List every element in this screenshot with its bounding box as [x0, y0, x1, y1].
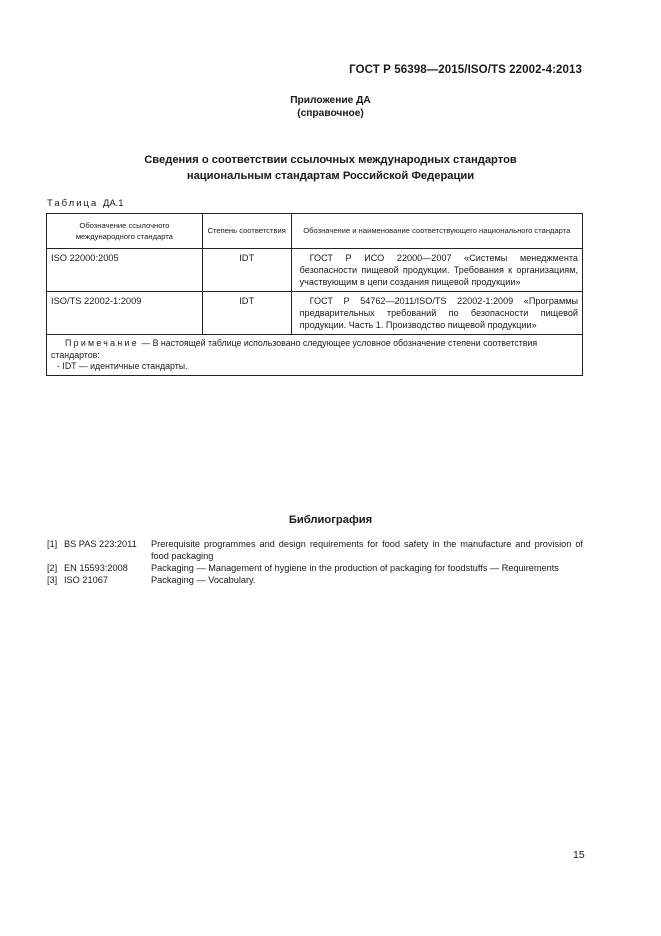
- section-title-line1: Сведения о соответствии ссылочных международных стандартов: [144, 154, 517, 166]
- bibliography-code: BS PAS 223:2011: [64, 539, 137, 549]
- annex-title: Приложение ДА: [290, 95, 371, 106]
- section-title: [0, 153, 661, 184]
- bibliography-entry: [47, 539, 583, 562]
- note-item: - IDT — идентичные стандарты.: [57, 361, 188, 371]
- table-note: [47, 335, 583, 376]
- table-header-row: [47, 214, 583, 249]
- bibliography-list: [47, 539, 583, 587]
- table-row: [47, 292, 583, 335]
- table-note-row: [47, 335, 583, 376]
- table-caption-number: ДА.1: [102, 198, 124, 209]
- bibliography-number: [3]: [47, 574, 58, 585]
- table-header-degree: Степень соответствия: [202, 214, 291, 249]
- bibliography-title: Библиография: [288, 514, 373, 526]
- table-cell-ref: ISO 22000:2005: [47, 249, 203, 292]
- note-text: — В настоящей таблице использовано следующее условное обозначение степени соответствия стандартов:: [51, 338, 538, 360]
- standard-code-header: ГОСТ Р 56398—2015/ISO/TS 22002-4:2013: [349, 64, 582, 76]
- note-label: Примечание: [65, 338, 139, 348]
- bibliography-code: ISO 21067: [64, 574, 108, 585]
- bibliography-entry: [47, 575, 583, 587]
- annex-subtitle: (справочное): [297, 108, 364, 119]
- bibliography-number: [2]: [47, 562, 58, 573]
- table-caption-label: Таблица: [47, 198, 99, 209]
- bibliography-text: Prerequisite programmes and design requirements for food safety in the manufacture and provision of food packaging: [151, 539, 583, 561]
- bibliography-text: Packaging — Management of hygiene in the production of packaging for foodstuffs — Requirements: [151, 562, 559, 573]
- table-cell-ref: ISO/TS 22002-1:2009: [47, 292, 203, 335]
- table-cell-national: ГОСТ Р 54762—2011/ISO/TS 22002-1:2009 «Программы предварительных требований по безопасности пищевой продукции. Часть 1. Производство пищевой продукции»: [291, 292, 582, 335]
- bibliography-text: Packaging — Vocabulary.: [151, 574, 256, 585]
- bibliography-code: EN 15593:2008: [64, 562, 128, 573]
- table-cell-degree: IDT: [202, 292, 291, 335]
- bibliography-entry: [47, 563, 583, 575]
- section-title-line2: национальным стандартам Российской Федерации: [186, 169, 475, 182]
- table-caption: [47, 198, 124, 209]
- correspondence-table: [46, 213, 583, 376]
- table-cell-national: ГОСТ Р ИСО 22000—2007 «Системы менеджмента безопасности пищевой продукции. Требования к организациям, участвующим в цепи создания пищевой продукции»: [291, 249, 582, 292]
- table-header-national: Обозначение и наименование соответствующего национального стандарта: [291, 214, 582, 249]
- table-header-ref: Обозначение ссылочного международного стандарта: [47, 214, 203, 249]
- bibliography-number: [1]: [47, 539, 58, 549]
- table-cell-degree: IDT: [202, 249, 291, 292]
- table-row: [47, 249, 583, 292]
- page-number: 15: [573, 849, 585, 861]
